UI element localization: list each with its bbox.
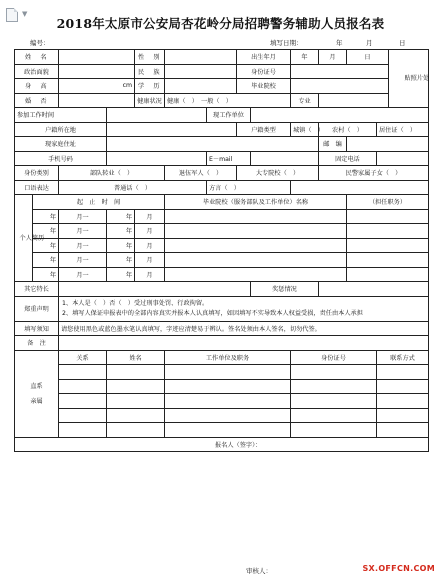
option-dialect[interactable]: 方言（ ） — [207, 180, 291, 195]
resume-post-field[interactable] — [347, 224, 429, 239]
resume-end-year[interactable]: 年 — [107, 238, 135, 253]
resume-end-year[interactable]: 年 — [107, 224, 135, 239]
household-label: 户籍所在地 — [15, 122, 107, 137]
resume-end-month[interactable]: 月 — [135, 238, 165, 253]
row-basic-4 — [15, 93, 429, 108]
residence-option[interactable]: 居住证（ ） — [377, 122, 429, 137]
id-field[interactable] — [291, 64, 389, 79]
email-field[interactable] — [251, 151, 319, 166]
resume-end-month[interactable]: 月 — [135, 209, 165, 224]
height-label: 身 高 — [15, 79, 59, 94]
statement-line-2: 2、填写人保证申报表中的全部内容真实并报本人认真填写，如因填写不实导致本人权益受损，责任由本人承担 — [62, 309, 363, 317]
resume-start-year[interactable]: 年 — [33, 238, 59, 253]
row-basic-3 — [15, 79, 429, 94]
rel-name-field[interactable] — [107, 423, 165, 438]
resume-post-field[interactable] — [347, 267, 429, 282]
notice-row — [15, 321, 429, 336]
school-field[interactable] — [291, 79, 389, 94]
signature-row — [15, 437, 429, 452]
resume-unit-field[interactable] — [165, 224, 347, 239]
resume-start-month[interactable]: 月一 — [59, 209, 107, 224]
resume-start-month[interactable]: 月一 — [59, 253, 107, 268]
address-field[interactable] — [107, 137, 319, 152]
phone-label: 固定电话 — [319, 151, 377, 166]
statement-label: 郑重声明 — [15, 296, 59, 321]
phone-field[interactable] — [377, 151, 429, 166]
skills-field[interactable] — [59, 282, 251, 297]
gender-field[interactable] — [165, 50, 237, 65]
marriage-field[interactable] — [59, 93, 135, 108]
option-mandarin[interactable]: 普通话（ ） — [59, 180, 207, 195]
option-retired-soldier[interactable]: 退伍军人（ ） — [165, 166, 237, 181]
rel-contact-header: 联系方式 — [377, 350, 429, 365]
school-unit-header: 毕业院校（服务部队及工作单位）名称 — [165, 195, 347, 210]
number-label: 编号： — [30, 39, 50, 47]
current-unit-label: 现工作单位 — [207, 108, 251, 123]
language-extra[interactable] — [291, 180, 429, 195]
row-address — [15, 137, 429, 152]
rel-contact-field[interactable] — [377, 408, 429, 423]
resume-start-year[interactable]: 年 — [33, 209, 59, 224]
year-label: 年 — [336, 39, 343, 47]
email-label: E－mail — [207, 151, 251, 166]
row-basic-2 — [15, 64, 429, 79]
height-field[interactable]: cm — [59, 79, 135, 94]
rel-unit-field[interactable] — [165, 394, 291, 409]
remarks-row — [15, 336, 429, 351]
rural-option[interactable]: 农村（ ） — [319, 122, 377, 137]
name-field[interactable] — [59, 50, 135, 65]
resume-post-field[interactable] — [347, 253, 429, 268]
resume-side-label — [15, 195, 45, 282]
category-label: 身份类别 — [15, 166, 59, 181]
id-label: 身份证号 — [237, 64, 291, 79]
option-veteran-transfer[interactable]: 部队转业（ ） — [59, 166, 165, 181]
major-label: 专业 — [291, 93, 319, 108]
birth-month[interactable]: 月 — [319, 50, 347, 65]
resume-row — [15, 267, 429, 282]
month-label: 月 — [366, 39, 373, 47]
relative-row — [15, 365, 429, 380]
mobile-field[interactable] — [107, 151, 207, 166]
resume-unit-field[interactable] — [165, 238, 347, 253]
footer — [0, 566, 441, 575]
resume-start-year[interactable]: 年 — [33, 267, 59, 282]
period-header: 起 止 时 间 — [33, 195, 165, 210]
resume-unit-field[interactable] — [165, 253, 347, 268]
rel-relation-field[interactable] — [59, 423, 107, 438]
rel-id-field[interactable] — [291, 394, 377, 409]
skills-row — [15, 282, 429, 297]
relatives-header-row — [15, 350, 429, 365]
resume-post-field[interactable] — [347, 238, 429, 253]
birth-label: 出生年月 — [237, 50, 291, 65]
urban-option[interactable]: 城镇（ ） — [291, 122, 319, 137]
reviewer-label[interactable]: 审核人： — [246, 567, 272, 575]
form-title: 2018年太原市公安局杏花岭分局招聘警务辅助人员报名表 — [56, 16, 385, 31]
row-household — [15, 122, 429, 137]
resume-start-month[interactable]: 月一 — [59, 238, 107, 253]
marriage-label: 婚 否 — [15, 93, 59, 108]
relative-row — [15, 423, 429, 438]
rel-relation-field[interactable] — [59, 365, 107, 380]
applicant-signature-label[interactable]: 报名人（签字）： — [215, 441, 262, 449]
statement-row — [15, 296, 429, 321]
rel-unit-header: 工作单位及职务 — [165, 350, 291, 365]
relatives-side-text: 直系亲属 — [30, 382, 43, 405]
rewards-label: 奖惩情况 — [251, 282, 319, 297]
household-type-label: 户籍类型 — [237, 122, 291, 137]
resume-post-field[interactable] — [347, 209, 429, 224]
resume-row — [15, 209, 429, 224]
day-label: 日 — [399, 39, 406, 47]
remarks-label: 备 注 — [15, 336, 59, 351]
birth-year[interactable]: 年 — [291, 50, 319, 65]
fill-date-label: 填写日期： — [270, 39, 303, 47]
major-field[interactable] — [319, 93, 389, 108]
resume-end-month[interactable]: 月 — [135, 224, 165, 239]
rel-name-field[interactable] — [107, 365, 165, 380]
relative-row — [15, 379, 429, 394]
resume-end-month[interactable]: 月 — [135, 267, 165, 282]
rel-unit-field[interactable] — [165, 365, 291, 380]
politics-field[interactable] — [59, 64, 135, 79]
resume-start-month[interactable]: 月一 — [59, 224, 107, 239]
relation-header: 关系 — [59, 350, 107, 365]
household-field[interactable] — [107, 122, 237, 137]
meta-row — [14, 38, 427, 48]
relatives-side-label — [15, 350, 59, 437]
resume-end-year[interactable]: 年 — [107, 209, 135, 224]
language-label: 口语表达 — [15, 180, 59, 195]
post-header: （担任职务） — [347, 195, 429, 210]
resume-end-year[interactable]: 年 — [107, 253, 135, 268]
rel-name-field[interactable] — [107, 394, 165, 409]
school-label: 毕业院校 — [237, 79, 291, 94]
current-unit-field[interactable] — [251, 108, 429, 123]
resume-end-year[interactable]: 年 — [107, 267, 135, 282]
postcode-label: 邮 编 — [319, 137, 347, 152]
resume-end-month[interactable]: 月 — [135, 253, 165, 268]
rel-id-field[interactable] — [291, 408, 377, 423]
row-basic-1 — [15, 50, 429, 65]
rel-id-field[interactable] — [291, 365, 377, 380]
rel-contact-field[interactable] — [377, 423, 429, 438]
education-label: 学 历 — [135, 79, 165, 94]
resume-start-month[interactable]: 月一 — [59, 267, 107, 282]
resume-start-year[interactable]: 年 — [33, 224, 59, 239]
rel-unit-field[interactable] — [165, 423, 291, 438]
resume-row — [15, 238, 429, 253]
rel-relation-field[interactable] — [59, 408, 107, 423]
name-label: 姓 名 — [15, 50, 59, 65]
rel-name-field[interactable] — [107, 379, 165, 394]
resume-header-row — [15, 195, 429, 210]
rel-unit-field[interactable] — [165, 408, 291, 423]
option-police-family[interactable]: 民警家属子女（ ） — [319, 166, 429, 181]
photo-label: 贴照片处 — [404, 75, 430, 82]
resume-start-year[interactable]: 年 — [33, 253, 59, 268]
row-work — [15, 108, 429, 123]
rel-id-header: 身份证号 — [291, 350, 377, 365]
rel-id-field[interactable] — [291, 423, 377, 438]
resume-unit-field[interactable] — [165, 267, 347, 282]
resume-row — [15, 224, 429, 239]
remarks-field[interactable] — [59, 336, 429, 351]
relative-row — [15, 394, 429, 409]
rel-id-field[interactable] — [291, 379, 377, 394]
politics-label: 政治面貌 — [15, 64, 59, 79]
row-language — [15, 180, 429, 195]
health-label: 健康状况 — [135, 93, 165, 108]
health-options[interactable]: 健康（ ） 一般（ ） — [165, 93, 291, 108]
ethnic-label: 民 族 — [135, 64, 165, 79]
row-category — [15, 166, 429, 181]
resume-unit-field[interactable] — [165, 209, 347, 224]
rel-relation-field[interactable] — [59, 394, 107, 409]
work-time-label: 参加工作时间 — [15, 108, 107, 123]
resume-side-text: 个人简历 — [19, 234, 45, 242]
rel-unit-field[interactable] — [165, 379, 291, 394]
photo-placeholder — [389, 50, 429, 108]
signature-cell — [15, 437, 429, 452]
watermark: SX.OFFCN.COM — [362, 564, 435, 573]
statement-line-1: 1、本人是（ ）否（ ）受过刑事处罚、行政拘留。 — [62, 299, 209, 307]
address-label: 现家庭住址 — [15, 137, 107, 152]
birth-day[interactable]: 日 — [347, 50, 389, 65]
statement-text — [59, 296, 429, 321]
notice-text: 请您使用黑色或蓝色墨水笔认真填写，字迹应清楚易于辨认。签名处须由本人签名，切勿代签。 — [59, 321, 429, 336]
rewards-field[interactable] — [319, 282, 429, 297]
notice-label: 填写须知 — [15, 321, 59, 336]
chevron-down-icon[interactable]: ▼ — [22, 10, 28, 18]
rel-relation-field[interactable] — [59, 379, 107, 394]
education-field[interactable] — [165, 79, 237, 94]
ethnic-field[interactable] — [165, 64, 237, 79]
resume-row — [15, 253, 429, 268]
relative-row — [15, 408, 429, 423]
rel-contact-field[interactable] — [377, 379, 429, 394]
rel-name-header: 姓名 — [107, 350, 165, 365]
rel-contact-field[interactable] — [377, 394, 429, 409]
mobile-label: 手机号码 — [15, 151, 107, 166]
registration-form-table — [14, 49, 429, 452]
row-contact — [15, 151, 429, 166]
skills-label: 其它特长 — [15, 282, 59, 297]
option-college[interactable]: 大专院校（ ） — [237, 166, 319, 181]
rel-name-field[interactable] — [107, 408, 165, 423]
rel-contact-field[interactable] — [377, 365, 429, 380]
gender-label: 性 别 — [135, 50, 165, 65]
work-time-field[interactable] — [107, 108, 207, 123]
postcode-field[interactable] — [347, 137, 429, 152]
